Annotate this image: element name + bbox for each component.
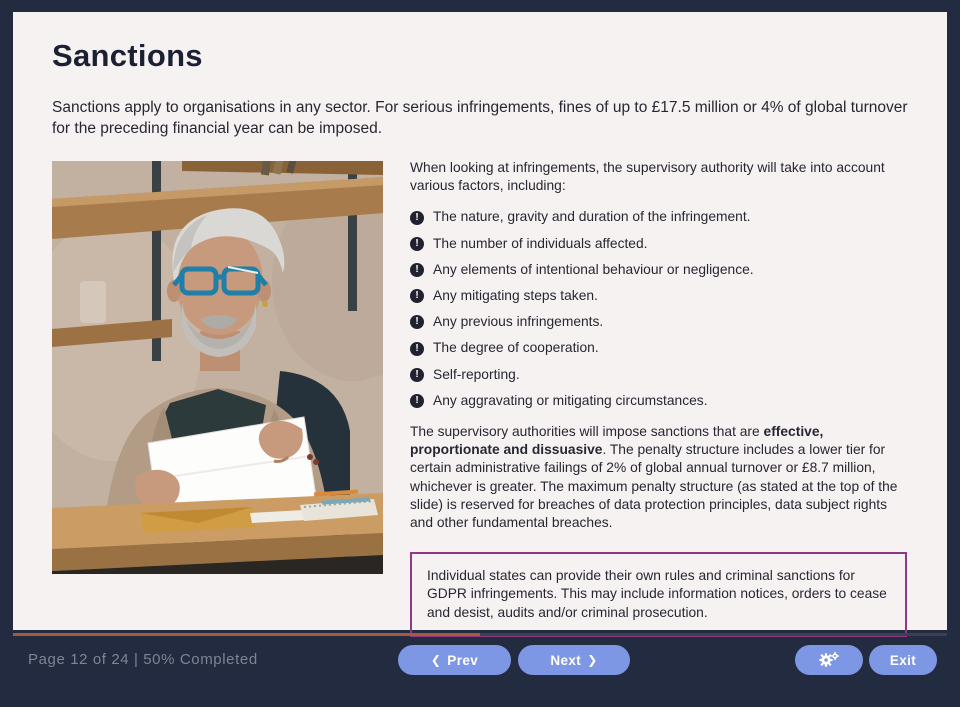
list-item bbox=[410, 235, 908, 253]
photo-man-reading-letter bbox=[52, 161, 383, 574]
chevron-left-icon: ❮ bbox=[430, 653, 442, 667]
list-item bbox=[410, 287, 908, 305]
penalty-post: . The penalty structure includes a lower tier for certain administrative failings of 2% of global annual turnover or £8.7 million, whichever is greater. The maximum penalty structure (as stated at the top of the slide) is reserved for breaches of data protection principles, data subject rights and other fundamental breaches. bbox=[410, 442, 898, 531]
factor-text: Any elements of intentional behaviour or negligence. bbox=[433, 261, 754, 277]
office-photo-illustration bbox=[52, 161, 383, 574]
progress-bar bbox=[13, 633, 947, 636]
content-column bbox=[410, 159, 908, 637]
exclamation-icon bbox=[410, 315, 424, 329]
factor-text: Any previous infringements. bbox=[433, 314, 604, 330]
factor-text: The degree of cooperation. bbox=[433, 340, 599, 356]
list-item bbox=[410, 392, 908, 410]
factor-text: Any aggravating or mitigating circumstances. bbox=[433, 392, 708, 408]
penalty-bold: effective, proportionate and dissuasive bbox=[410, 424, 824, 458]
list-item bbox=[410, 313, 908, 331]
list-item bbox=[410, 208, 908, 226]
exit-label: Exit bbox=[889, 652, 917, 668]
callout-box bbox=[410, 552, 907, 637]
exclamation-icon bbox=[410, 289, 424, 303]
factors-list bbox=[410, 208, 908, 410]
list-item bbox=[410, 366, 908, 384]
progress-fill bbox=[13, 633, 480, 636]
chevron-right-icon: ❯ bbox=[587, 653, 598, 667]
exclamation-icon bbox=[410, 263, 424, 277]
list-item bbox=[410, 339, 908, 357]
prev-button[interactable] bbox=[398, 645, 511, 675]
slide-card bbox=[13, 12, 947, 630]
exclamation-icon bbox=[410, 394, 424, 408]
gears-icon bbox=[818, 651, 840, 669]
next-label: Next bbox=[550, 652, 582, 668]
factor-text: Any mitigating steps taken. bbox=[433, 288, 598, 304]
factors-intro: When looking at infringements, the supervisory authority will take into account various factors, including: bbox=[410, 160, 885, 194]
list-item bbox=[410, 261, 908, 279]
intro-paragraph: Sanctions apply to organisations in any sector. For serious infringements, fines of up to £17.5 million or 4% of global turnover for the preceding financial year can be imposed. bbox=[52, 99, 908, 137]
penalty-pre: The supervisory authorities will impose sanctions that are bbox=[410, 424, 764, 440]
factor-text: The nature, gravity and duration of the infringement. bbox=[433, 209, 751, 225]
exclamation-icon bbox=[410, 342, 424, 356]
penalty-paragraph bbox=[410, 423, 908, 532]
page-title: Sanctions bbox=[52, 38, 203, 73]
exit-button[interactable] bbox=[869, 645, 937, 675]
settings-button[interactable] bbox=[795, 645, 863, 675]
prev-label: Prev bbox=[447, 652, 479, 668]
factor-text: Self-reporting. bbox=[433, 366, 520, 382]
exclamation-icon bbox=[410, 211, 424, 225]
factor-text: The number of individuals affected. bbox=[433, 235, 648, 251]
page-info: Page 12 of 24 | 50% Completed bbox=[28, 651, 258, 668]
exclamation-icon bbox=[410, 237, 424, 251]
callout-text: Individual states can provide their own rules and criminal sanctions for GDPR infringements. This may include information notices, orders to cease and desist, audits and/or criminal prosecution. bbox=[427, 568, 887, 620]
next-button[interactable] bbox=[518, 645, 630, 675]
exclamation-icon bbox=[410, 368, 424, 382]
